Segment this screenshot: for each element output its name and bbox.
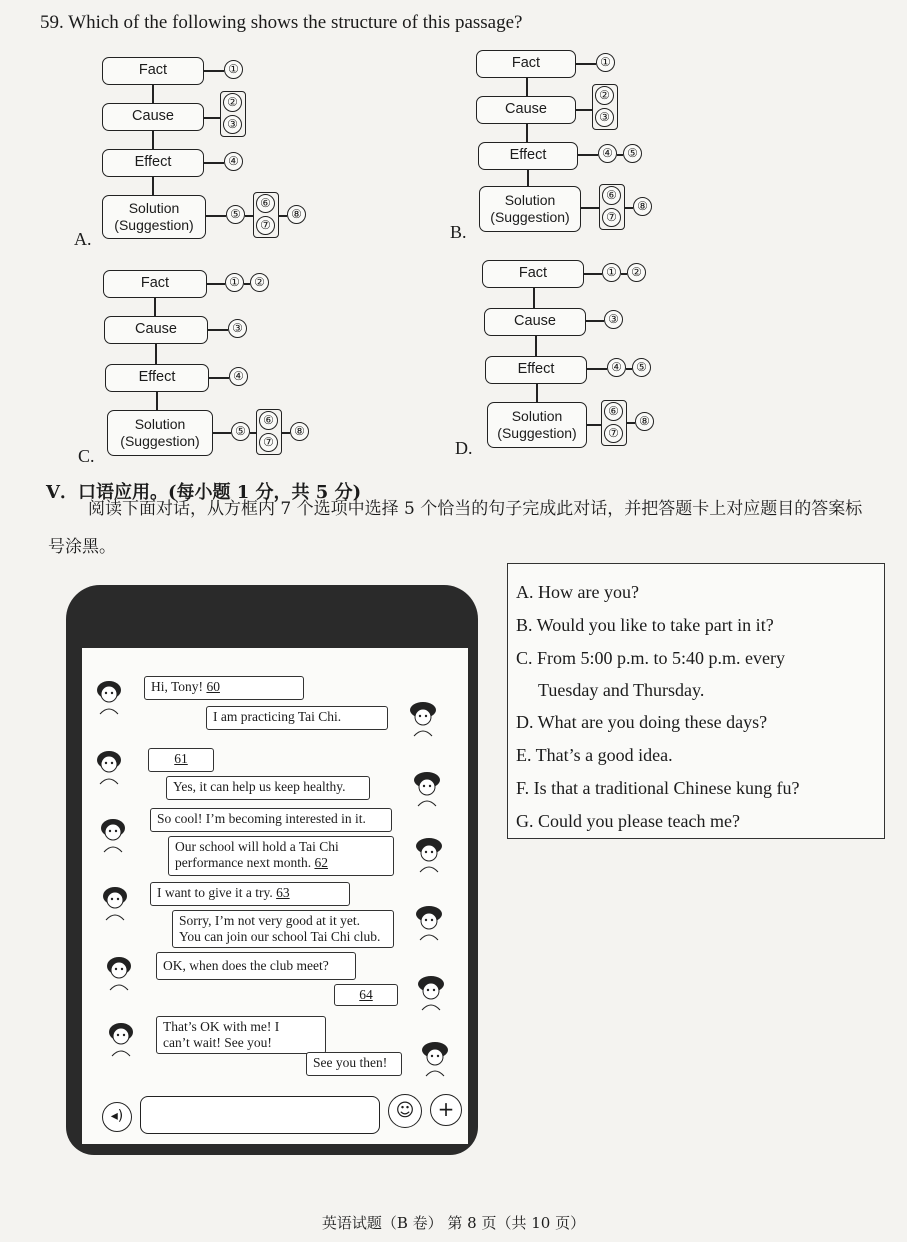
choice-c-cont: Tuesday and Thursday. [538, 680, 705, 700]
number-circle: ⑤ [632, 358, 651, 377]
chat-bubble-right: 64 [334, 984, 398, 1006]
option-letter: C. [78, 446, 95, 466]
node-effect: Effect [102, 149, 204, 177]
emoji-icon[interactable]: ☺ [388, 1094, 422, 1128]
node-effect: Effect [105, 364, 209, 392]
choices-box [507, 563, 885, 839]
number-circle: ⑧ [633, 197, 652, 216]
section-title: V．口语应用。(每小题 1 分，共 5 分) [46, 482, 362, 503]
node-solution: Solution (Suggestion) [487, 402, 587, 448]
node-cause: Cause [102, 103, 204, 131]
number-circle: ⑤ [623, 144, 642, 163]
number-circle: ③ [223, 115, 242, 134]
number-circle: ⑥ [602, 186, 621, 205]
chat-bubble-left: So cool! I’m becoming interested in it. [150, 808, 392, 832]
section-instruction: 阅读下面对话，从方框内 7 个选项中选择 5 个恰当的句子完成此对话，并把答题卡上对应题目的答案标号涂黑。 [48, 499, 863, 557]
number-circle: ② [595, 86, 614, 105]
node-effect: Effect [478, 142, 578, 170]
avatar-girl [104, 954, 134, 992]
avatar-boy [420, 1040, 450, 1078]
chat-bubble-left: Hi, Tony! 60 [144, 676, 304, 700]
number-circle: ⑧ [287, 205, 306, 224]
avatar-boy [414, 904, 444, 942]
number-circle: ③ [228, 319, 247, 338]
avatar-girl [94, 748, 124, 786]
number-circle: ⑦ [604, 424, 623, 443]
chat-bubble-left: OK, when does the club meet? [156, 952, 356, 980]
avatar-boy [414, 836, 444, 874]
avatar-boy [412, 770, 442, 808]
avatar-girl [100, 884, 130, 922]
number-circle: ② [223, 93, 242, 112]
node-fact: Fact [102, 57, 204, 85]
choice-f: F. Is that a traditional Chinese kung fu? [516, 778, 800, 798]
node-cause: Cause [484, 308, 586, 336]
node-fact: Fact [476, 50, 576, 78]
chat-bubble-right: See you then! [306, 1052, 402, 1076]
number-circle: ⑧ [290, 422, 309, 441]
avatar-boy [408, 700, 438, 738]
choice-d: D. What are you doing these days? [516, 712, 768, 732]
number-circle: ③ [595, 108, 614, 127]
number-circle: ② [627, 263, 646, 282]
number-circle: ① [602, 263, 621, 282]
number-circle: ⑤ [226, 205, 245, 224]
avatar-girl [106, 1020, 136, 1058]
number-circle: ⑦ [256, 216, 275, 235]
number-circle: ① [596, 53, 615, 72]
chat-bubble-left: That’s OK with me! I can’t wait! See you! [156, 1016, 326, 1054]
avatar-boy [416, 974, 446, 1012]
node-effect: Effect [485, 356, 587, 384]
number-circle: ⑥ [256, 194, 275, 213]
number-circle: ① [224, 60, 243, 79]
option-letter: B. [450, 222, 467, 242]
number-circle: ④ [224, 152, 243, 171]
number-circle: ① [225, 273, 244, 292]
option-letter: D. [455, 438, 473, 458]
choice-c: C. From 5:00 p.m. to 5:40 p.m. every [516, 648, 785, 668]
number-circle: ⑧ [635, 412, 654, 431]
chat-bubble-right: I am practicing Tai Chi. [206, 706, 388, 730]
chat-screen [82, 648, 468, 1092]
choice-g: G. Could you please teach me? [516, 811, 740, 831]
number-circle: ④ [229, 367, 248, 386]
number-circle: ④ [607, 358, 626, 377]
chat-bubble-right: Yes, it can help us keep healthy. [166, 776, 370, 800]
chat-bubble-left: I want to give it a try. 63 [150, 882, 350, 906]
node-solution: Solution (Suggestion) [102, 195, 206, 239]
number-circle: ⑦ [259, 433, 278, 452]
avatar-girl [94, 678, 124, 716]
choice-a: A. How are you? [516, 582, 639, 602]
number-circle: ⑥ [604, 402, 623, 421]
chat-bubble-right: Sorry, I’m not very good at it yet. You can join our school Tai Chi club. [172, 910, 394, 948]
number-circle: ⑥ [259, 411, 278, 430]
message-input[interactable] [140, 1096, 380, 1134]
number-circle: ② [250, 273, 269, 292]
avatar-girl [98, 816, 128, 854]
number-circle: ⑤ [231, 422, 250, 441]
node-fact: Fact [103, 270, 207, 298]
node-fact: Fact [482, 260, 584, 288]
plus-icon[interactable]: + [430, 1094, 462, 1126]
number-circle: ⑦ [602, 208, 621, 227]
chat-bubble-right: Our school will hold a Tai Chi performance next month. 62 [168, 836, 394, 876]
number-circle: ④ [598, 144, 617, 163]
node-solution: Solution (Suggestion) [479, 186, 581, 232]
page-footer: 英语试题（B 卷） 第 8 页（共 10 页） [321, 1214, 586, 1232]
chat-bubble-left: 61 [148, 748, 214, 772]
node-cause: Cause [104, 316, 208, 344]
option-letter: A. [74, 229, 92, 249]
number-circle: ③ [604, 310, 623, 329]
node-solution: Solution (Suggestion) [107, 410, 213, 456]
node-cause: Cause [476, 96, 576, 124]
choice-b: B. Would you like to take part in it? [516, 615, 774, 635]
question-title: 59. Which of the following shows the structure of this passage? [40, 12, 523, 33]
choice-e: E. That’s a good idea. [516, 745, 673, 765]
voice-icon[interactable]: ◂) [102, 1102, 132, 1132]
